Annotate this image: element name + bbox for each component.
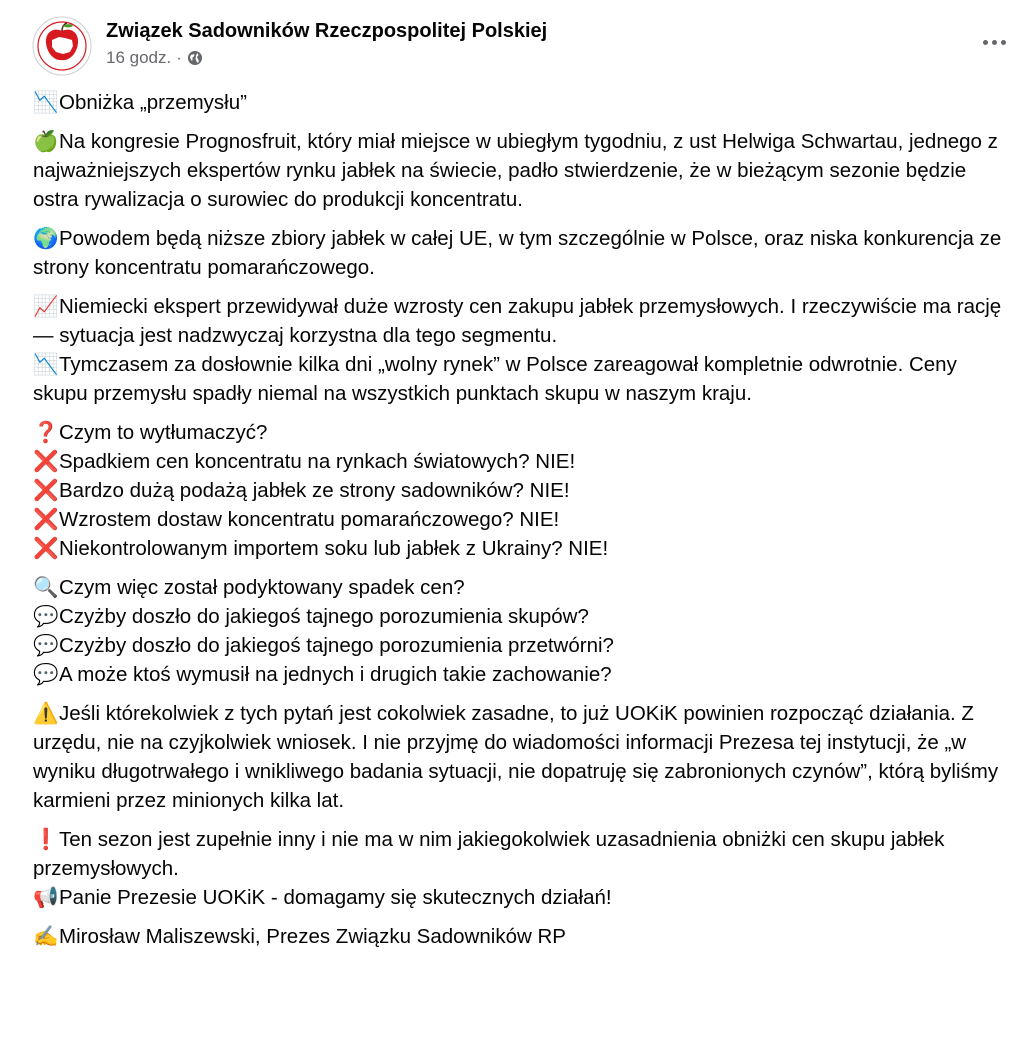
emoji-icon: ❌ [33, 479, 59, 502]
post-meta [106, 48, 203, 68]
emoji-icon: 📈 [33, 295, 59, 318]
more-options-icon[interactable] [974, 22, 1014, 62]
post-line [33, 447, 1008, 476]
post-line-text: Niekontrolowanym importem soku lub jabłek z Ukrainy? NIE! [59, 537, 609, 560]
post-line [33, 883, 1008, 912]
avatar-logo-image [32, 16, 92, 76]
post-line [33, 699, 1008, 815]
post-line-text: Powodem będą niższe zbiory jabłek w całej UE, w tym szczególnie w Polsce, oraz niska konkurencja ze strony koncentratu pomarańczowego. [33, 227, 1002, 279]
more-dot [992, 40, 997, 45]
meta-separator: · [176, 48, 182, 67]
post-line [33, 224, 1008, 282]
emoji-icon: ❓ [33, 421, 59, 444]
post-line-text: Tymczasem za dosłownie kilka dni „wolny rynek” w Polsce zareagował kompletnie odwrotnie. Ceny skupu przemysłu spadły niemal na wszystkich punktach skupu w naszym kraju. [33, 353, 957, 405]
post-line-text: A może ktoś wymusił na jednych i drugich takie zachowanie? [59, 663, 612, 686]
emoji-icon: 🌍 [33, 227, 59, 250]
post-line-text: Jeśli którekolwiek z tych pytań jest cokolwiek zasadne, to już UOKiK powinien rozpocząć działania. Z urzędu, nie na czyjkolwiek wniosek. I nie przyjmę do wiadomości informacji Prezesa tej instytucji, że „w wyniku długotrwałego i wnikliwego badania sytuacji, nie dopatruję się zabronionych czynów”, którą byliśmy karmieni przez minionych kilka lat. [33, 702, 999, 812]
emoji-icon: 📢 [33, 886, 59, 909]
emoji-icon: 💬 [33, 605, 59, 628]
post-header [32, 16, 1014, 76]
post-paragraph [33, 573, 1008, 689]
post-line [33, 292, 1008, 350]
post-line-text: Na kongresie Prognosfruit, który miał miejsce w ubiegłym tygodniu, z ust Helwiga Schwartau, jednego z najważniejszych ekspertów rynku jabłek na świecie, padło stwierdzenie, że w bieżącym sezonie będzie ostra rywalizacja o surowiec do produkcji koncentratu. [33, 130, 998, 211]
post-line-text: Czyżby doszło do jakiegoś tajnego porozumienia przetwórni? [59, 634, 614, 657]
globe-icon[interactable] [187, 50, 203, 66]
post-line [33, 418, 1008, 447]
emoji-icon: 💬 [33, 634, 59, 657]
post-line [33, 631, 1008, 660]
emoji-icon: 🍏 [33, 130, 59, 153]
emoji-icon: 💬 [33, 663, 59, 686]
post-paragraph [33, 825, 1008, 912]
post-line [33, 573, 1008, 602]
post-paragraph [33, 699, 1008, 815]
post-line-text: Wzrostem dostaw koncentratu pomarańczowego? NIE! [59, 508, 560, 531]
post-line-text: Obniżka „przemysłu” [59, 91, 247, 114]
emoji-icon: ❌ [33, 508, 59, 531]
post-line [33, 602, 1008, 631]
post-body [33, 88, 1008, 961]
post-paragraph [33, 127, 1008, 214]
post-line [33, 127, 1008, 214]
post-line-text: Czym to wytłumaczyć? [59, 421, 268, 444]
post-line [33, 660, 1008, 689]
post-line [33, 825, 1008, 883]
post-paragraph [33, 88, 1008, 117]
post-line [33, 505, 1008, 534]
emoji-icon: 📉 [33, 91, 59, 114]
post-line [33, 476, 1008, 505]
post-line-text: Bardzo dużą podażą jabłek ze strony sadowników? NIE! [59, 479, 570, 502]
post-line [33, 922, 1008, 951]
post-timestamp[interactable]: 16 godz. [106, 48, 172, 67]
post-line-text: Spadkiem cen koncentratu na rynkach światowych? NIE! [59, 450, 576, 473]
emoji-icon: 📉 [33, 353, 59, 376]
post-author-name[interactable]: Związek Sadowników Rzeczpospolitej Polskiej [106, 20, 548, 42]
post-line-text: Panie Prezesie UOKiK - domagamy się skutecznych działań! [59, 886, 612, 909]
post-line [33, 350, 1008, 408]
post-paragraph [33, 418, 1008, 563]
post-line-text: Mirosław Maliszewski, Prezes Związku Sadowników RP [59, 925, 566, 948]
emoji-icon: ⚠️ [33, 702, 59, 725]
post-line-text: Niemiecki ekspert przewidywał duże wzrosty cen zakupu jabłek przemysłowych. I rzeczywiście ma rację — sytuacja jest nadzwyczaj korzystna dla tego segmentu. [33, 295, 1002, 347]
post-line [33, 534, 1008, 563]
emoji-icon: ✍️ [33, 925, 59, 948]
more-dot [1001, 40, 1006, 45]
post-paragraph [33, 224, 1008, 282]
orchard-union-logo[interactable] [32, 16, 92, 76]
post-paragraph [33, 292, 1008, 408]
emoji-icon: ❌ [33, 537, 59, 560]
emoji-icon: ❗ [33, 828, 59, 851]
emoji-icon: ❌ [33, 450, 59, 473]
post-line [33, 88, 1008, 117]
post-line-text: Czym więc został podyktowany spadek cen? [59, 576, 465, 599]
emoji-icon: 🔍 [33, 576, 59, 599]
post-line-text: Czyżby doszło do jakiegoś tajnego porozumienia skupów? [59, 605, 589, 628]
more-dot [983, 40, 988, 45]
post-paragraph [33, 922, 1008, 951]
post-line-text: Ten sezon jest zupełnie inny i nie ma w nim jakiegokolwiek uzasadnienia obniżki cen skupu jabłek przemysłowych. [33, 828, 945, 880]
